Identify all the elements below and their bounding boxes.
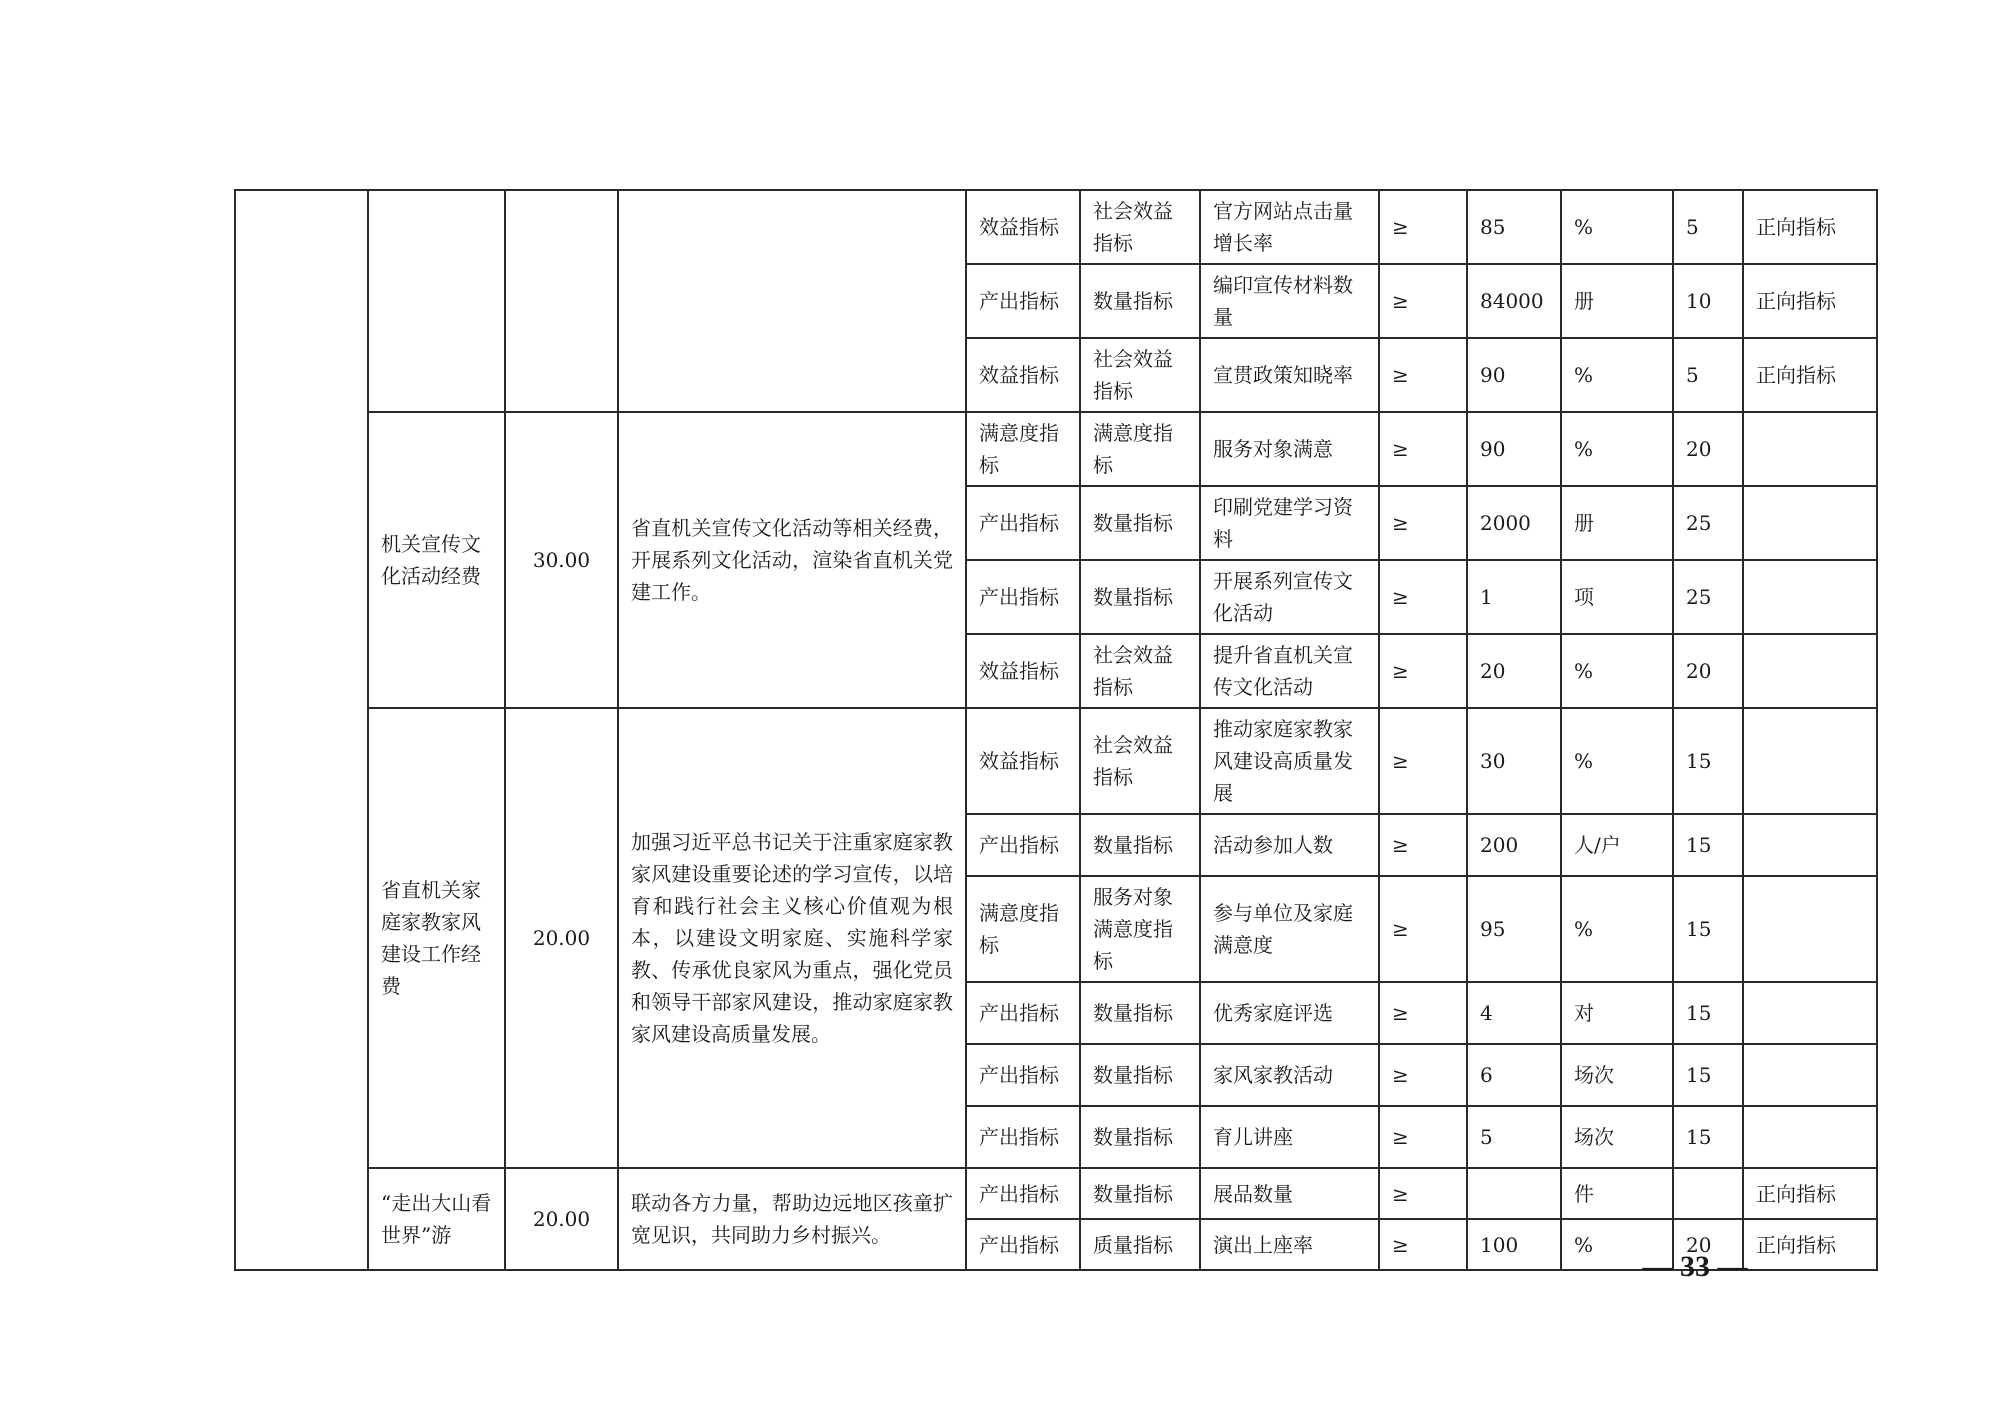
level1-cell: 满意度指标 (966, 412, 1080, 486)
unit-cell: % (1561, 190, 1673, 264)
amount-cell: 30.00 (505, 412, 618, 708)
direction-cell (1743, 814, 1877, 876)
indicator-cell: 推动家庭家教家风建设高质量发展 (1200, 708, 1379, 814)
level2-cell: 数量指标 (1080, 1106, 1200, 1168)
unit-cell: 册 (1561, 486, 1673, 560)
level2-cell: 社会效益指标 (1080, 634, 1200, 708)
indicator-cell: 编印宣传材料数量 (1200, 264, 1379, 338)
score-cell: 10 (1673, 264, 1743, 338)
operator-cell: ≥ (1379, 876, 1467, 982)
indicator-cell: 提升省直机关宣传文化活动 (1200, 634, 1379, 708)
value-cell: 90 (1467, 412, 1561, 486)
level2-cell: 数量指标 (1080, 264, 1200, 338)
indicator-cell: 活动参加人数 (1200, 814, 1379, 876)
score-cell: 20 (1673, 634, 1743, 708)
operator-cell: ≥ (1379, 982, 1467, 1044)
value-cell: 200 (1467, 814, 1561, 876)
level1-cell: 产出指标 (966, 1168, 1080, 1219)
operator-cell: ≥ (1379, 814, 1467, 876)
indicator-cell: 家风家教活动 (1200, 1044, 1379, 1106)
level1-cell: 产出指标 (966, 814, 1080, 876)
unit-cell: 场次 (1561, 1044, 1673, 1106)
score-cell: 20 (1673, 412, 1743, 486)
unit-cell: % (1561, 876, 1673, 982)
direction-cell: 正向指标 (1743, 1168, 1877, 1219)
indicator-cell: 服务对象满意 (1200, 412, 1379, 486)
indicator-cell: 优秀家庭评选 (1200, 982, 1379, 1044)
unit-cell: 场次 (1561, 1106, 1673, 1168)
direction-cell (1743, 634, 1877, 708)
score-cell: 25 (1673, 486, 1743, 560)
value-cell (1467, 1168, 1561, 1219)
level1-cell: 效益指标 (966, 190, 1080, 264)
direction-cell (1743, 708, 1877, 814)
value-cell: 85 (1467, 190, 1561, 264)
score-cell: 15 (1673, 814, 1743, 876)
project-name-cell (368, 190, 505, 412)
value-cell: 1 (1467, 560, 1561, 634)
score-cell: 15 (1673, 708, 1743, 814)
operator-cell: ≥ (1379, 634, 1467, 708)
unit-cell: % (1561, 1219, 1673, 1270)
direction-cell (1743, 1044, 1877, 1106)
operator-cell: ≥ (1379, 560, 1467, 634)
performance-indicator-table (234, 189, 1878, 1271)
operator-cell: ≥ (1379, 412, 1467, 486)
level2-cell: 数量指标 (1080, 814, 1200, 876)
operator-cell: ≥ (1379, 264, 1467, 338)
score-cell: 15 (1673, 1106, 1743, 1168)
value-cell: 20 (1467, 634, 1561, 708)
indicator-cell: 参与单位及家庭满意度 (1200, 876, 1379, 982)
value-cell: 4 (1467, 982, 1561, 1044)
operator-cell: ≥ (1379, 1168, 1467, 1219)
indicator-cell: 演出上座率 (1200, 1219, 1379, 1270)
amount-cell: 20.00 (505, 708, 618, 1168)
unit-cell: % (1561, 634, 1673, 708)
project-description-cell (618, 190, 966, 412)
unit-cell: % (1561, 708, 1673, 814)
score-cell: 5 (1673, 338, 1743, 412)
operator-cell: ≥ (1379, 338, 1467, 412)
level2-cell: 满意度指标 (1080, 412, 1200, 486)
amount-cell: 20.00 (505, 1168, 618, 1270)
level1-cell: 产出指标 (966, 1044, 1080, 1106)
level2-cell: 服务对象满意度指标 (1080, 876, 1200, 982)
direction-cell: 正向指标 (1743, 264, 1877, 338)
operator-cell: ≥ (1379, 486, 1467, 560)
table-row (235, 1168, 1877, 1219)
level2-cell: 数量指标 (1080, 486, 1200, 560)
unit-cell: 项 (1561, 560, 1673, 634)
level1-cell: 满意度指标 (966, 876, 1080, 982)
indicator-cell: 育儿讲座 (1200, 1106, 1379, 1168)
score-cell: 5 (1673, 190, 1743, 264)
category-cell (235, 190, 368, 1270)
score-cell (1673, 1168, 1743, 1219)
indicator-cell: 宣贯政策知晓率 (1200, 338, 1379, 412)
table-body (235, 190, 1877, 1270)
project-name-cell: 机关宣传文化活动经费 (368, 412, 505, 708)
level1-cell: 效益指标 (966, 634, 1080, 708)
direction-cell (1743, 982, 1877, 1044)
level2-cell: 质量指标 (1080, 1219, 1200, 1270)
project-name-cell: 省直机关家庭家教家风建设工作经费 (368, 708, 505, 1168)
direction-cell (1743, 1106, 1877, 1168)
value-cell: 100 (1467, 1219, 1561, 1270)
level1-cell: 效益指标 (966, 338, 1080, 412)
project-description-cell: 联动各方力量，帮助边远地区孩童扩宽见识，共同助力乡村振兴。 (618, 1168, 966, 1270)
score-cell: 15 (1673, 876, 1743, 982)
direction-cell: 正向指标 (1743, 338, 1877, 412)
value-cell: 95 (1467, 876, 1561, 982)
project-name-cell: “走出大山看世界”游 (368, 1168, 505, 1270)
level2-cell: 社会效益指标 (1080, 708, 1200, 814)
value-cell: 90 (1467, 338, 1561, 412)
amount-cell (505, 190, 618, 412)
operator-cell: ≥ (1379, 708, 1467, 814)
project-description-cell: 加强习近平总书记关于注重家庭家教家风建设重要论述的学习宣传，以培育和践行社会主义核心价值观为根本，以建设文明家庭、实施科学家教、传承优良家风为重点，强化党员和领导干部家风建设，推动家庭家教家风建设高质量发展。 (618, 708, 966, 1168)
value-cell: 5 (1467, 1106, 1561, 1168)
unit-cell: % (1561, 412, 1673, 486)
direction-cell (1743, 876, 1877, 982)
unit-cell: 册 (1561, 264, 1673, 338)
indicator-cell: 印刷党建学习资料 (1200, 486, 1379, 560)
level2-cell: 数量指标 (1080, 1168, 1200, 1219)
level2-cell: 社会效益指标 (1080, 338, 1200, 412)
score-cell: 15 (1673, 982, 1743, 1044)
table-row (235, 708, 1877, 814)
level1-cell: 产出指标 (966, 982, 1080, 1044)
level2-cell: 数量指标 (1080, 560, 1200, 634)
score-cell: 15 (1673, 1044, 1743, 1106)
value-cell: 6 (1467, 1044, 1561, 1106)
direction-cell (1743, 486, 1877, 560)
score-cell: 25 (1673, 560, 1743, 634)
indicator-cell: 官方网站点击量增长率 (1200, 190, 1379, 264)
level1-cell: 效益指标 (966, 708, 1080, 814)
direction-cell: 正向指标 (1743, 1219, 1877, 1270)
direction-cell: 正向指标 (1743, 190, 1877, 264)
value-cell: 2000 (1467, 486, 1561, 560)
unit-cell: 人/户 (1561, 814, 1673, 876)
level2-cell: 数量指标 (1080, 982, 1200, 1044)
table-row (235, 190, 1877, 264)
table-row (235, 412, 1877, 486)
unit-cell: 对 (1561, 982, 1673, 1044)
operator-cell: ≥ (1379, 1044, 1467, 1106)
score-cell: 20 (1673, 1219, 1743, 1270)
direction-cell (1743, 412, 1877, 486)
level1-cell: 产出指标 (966, 560, 1080, 634)
level1-cell: 产出指标 (966, 1106, 1080, 1168)
value-cell: 30 (1467, 708, 1561, 814)
level1-cell: 产出指标 (966, 264, 1080, 338)
level1-cell: 产出指标 (966, 486, 1080, 560)
indicator-cell: 展品数量 (1200, 1168, 1379, 1219)
value-cell: 84000 (1467, 264, 1561, 338)
level2-cell: 数量指标 (1080, 1044, 1200, 1106)
project-description-cell: 省直机关宣传文化活动等相关经费，开展系列文化活动，渲染省直机关党建工作。 (618, 412, 966, 708)
operator-cell: ≥ (1379, 1219, 1467, 1270)
direction-cell (1743, 560, 1877, 634)
operator-cell: ≥ (1379, 190, 1467, 264)
level2-cell: 社会效益指标 (1080, 190, 1200, 264)
unit-cell: 件 (1561, 1168, 1673, 1219)
page-number: — 33 — (1642, 1250, 1748, 1283)
unit-cell: % (1561, 338, 1673, 412)
level1-cell: 产出指标 (966, 1219, 1080, 1270)
indicator-cell: 开展系列宣传文化活动 (1200, 560, 1379, 634)
operator-cell: ≥ (1379, 1106, 1467, 1168)
